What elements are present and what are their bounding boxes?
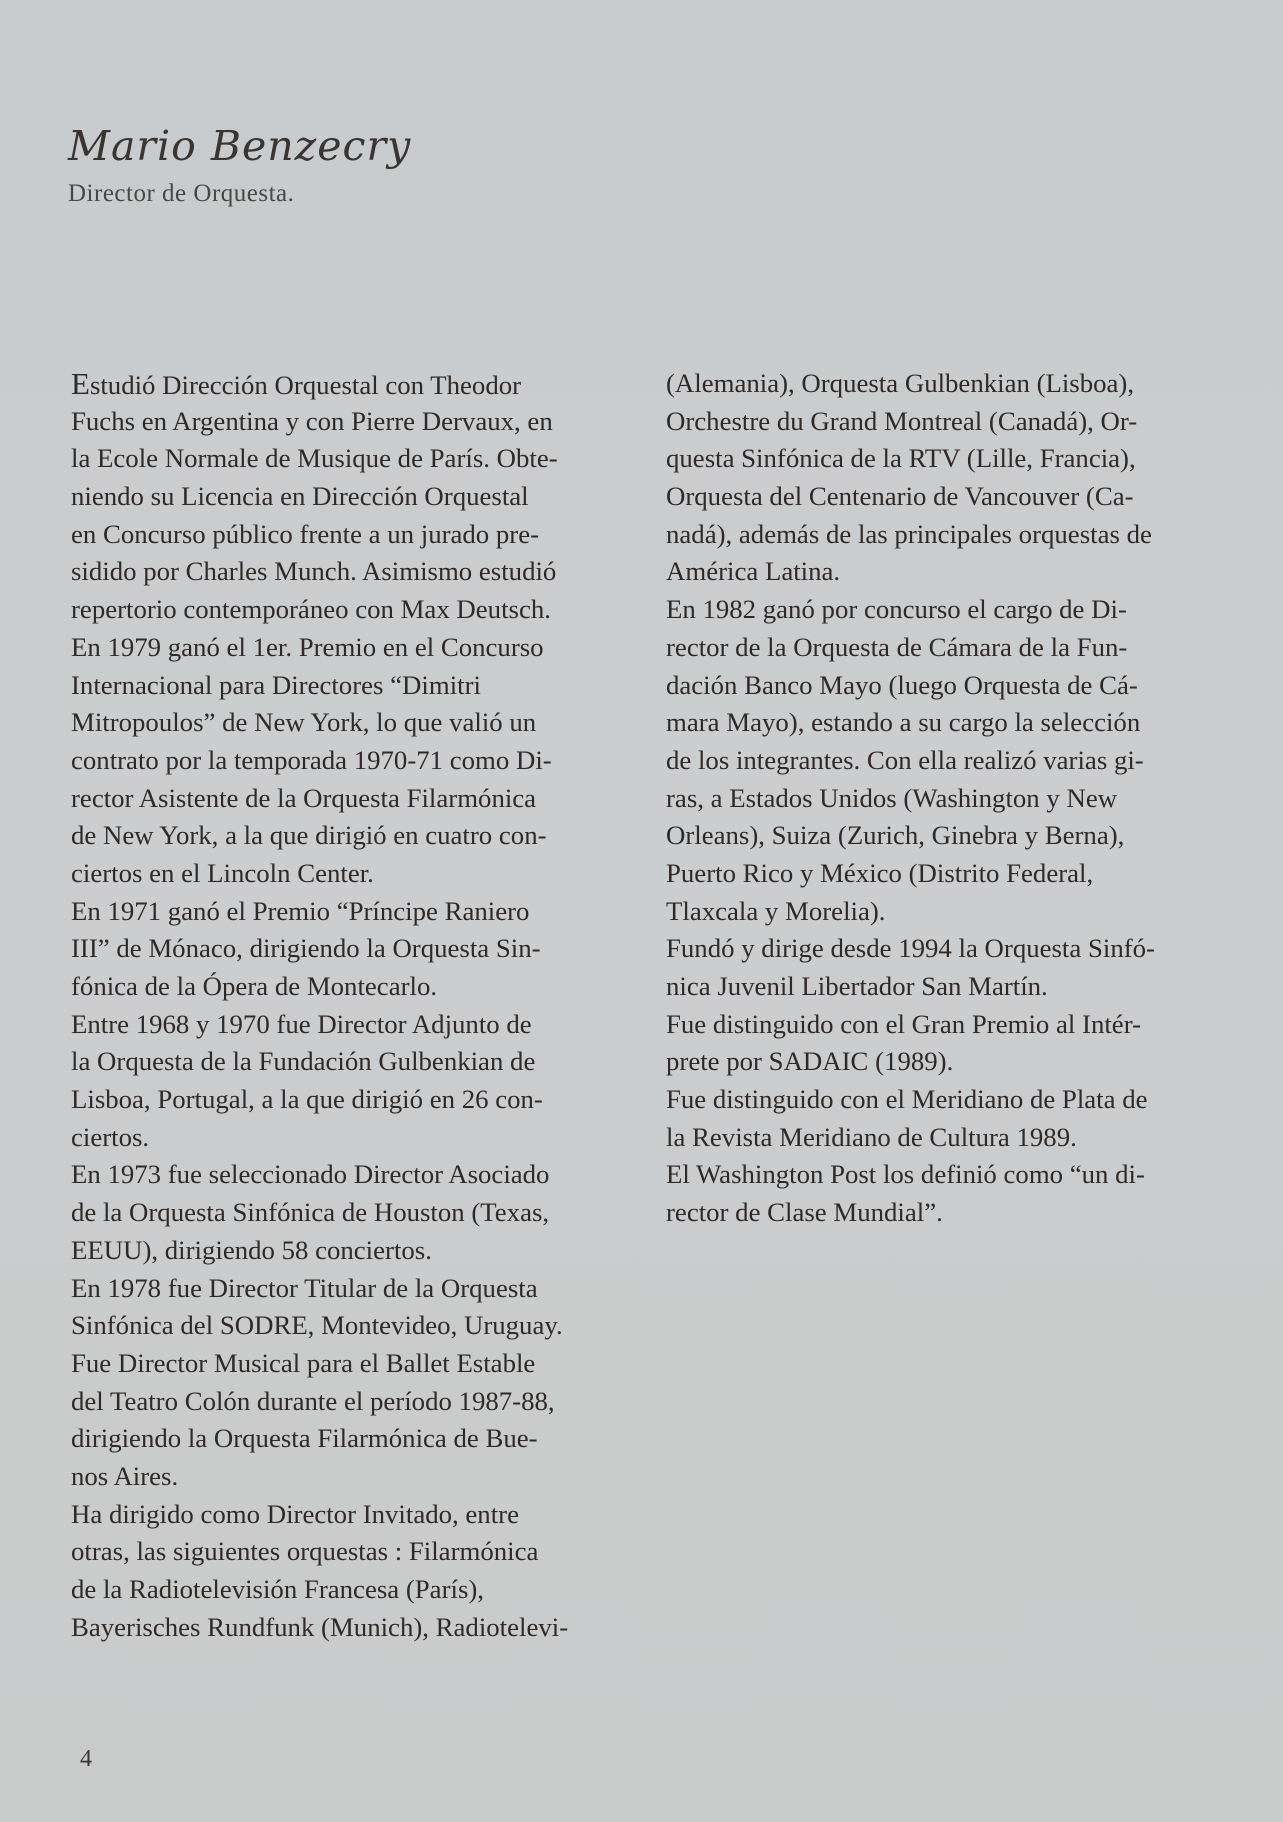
text-line: mara Mayo), estando a su cargo la selección — [666, 707, 1141, 738]
text-line: Fue distinguido con el Meridiano de Plata de — [666, 1084, 1148, 1115]
text-line: Puerto Rico y México (Distrito Federal, — [666, 857, 1094, 888]
text-line: Orquesta del Centenario de Vancouver (Ca- — [666, 481, 1134, 512]
text-line: nica Juvenil Libertador San Martín. — [666, 971, 1048, 1001]
text-line: Mitropoulos” de New York, lo que valió un — [71, 707, 537, 738]
body-column-left — [71, 365, 631, 1646]
text-line: Lisboa, Portugal, a la que dirigió en 26 con- — [71, 1084, 543, 1115]
text-line: de la Orquesta Sinfónica de Houston (Texas, — [71, 1197, 550, 1228]
text-line: Fue Director Musical para el Ballet Estable — [71, 1347, 536, 1378]
text-line — [71, 365, 631, 403]
text-line: En 1971 ganó el Premio “Príncipe Raniero — [71, 895, 530, 926]
text-line: rector de la Orquesta de Cámara de la Fun- — [666, 631, 1128, 662]
text-line: en Concurso público frente a un jurado pre- — [71, 518, 540, 549]
text-line: EEUU), dirigiendo 58 conciertos. — [71, 1234, 432, 1265]
text-line: sidido por Charles Munch. Asimismo estudió — [71, 556, 557, 587]
page-number: 4 — [80, 1746, 92, 1772]
text-line: del Teatro Colón durante el período 1987-88, — [71, 1385, 555, 1416]
text-line: prete por SADAIC (1989). — [666, 1046, 954, 1077]
text-line-rest: studió Dirección Orquestal con Theodor — [89, 370, 522, 400]
text-line: de los integrantes. Con ella realizó varias gi- — [666, 744, 1144, 775]
text-line: nos Aires. — [71, 1460, 179, 1491]
text-line: Ha dirigido como Director Invitado, entre — [71, 1498, 519, 1529]
text-line: Entre 1968 y 1970 fue Director Adjunto de — [71, 1008, 532, 1039]
text-line: repertorio contemporáneo con Max Deutsch. — [71, 594, 551, 625]
text-line: En 1978 fue Director Titular de la Orquesta — [71, 1272, 538, 1303]
body-column-right — [666, 365, 1236, 1232]
text-line: la Orquesta de la Fundación Gulbenkian de — [71, 1046, 536, 1077]
text-line: la Ecole Normale de Musique de París. Obte- — [71, 443, 558, 474]
text-line: la Revista Meridiano de Cultura 1989. — [666, 1121, 1077, 1152]
text-line: El Washington Post los definió como “un di- — [666, 1159, 1145, 1190]
text-line: (Alemania), Orquesta Gulbenkian (Lisboa), — [666, 368, 1135, 398]
text-line: ciertos en el Lincoln Center. — [71, 857, 374, 888]
text-line: América Latina. — [666, 556, 841, 587]
text-line: questa Sinfónica de la RTV (Lille, Francia), — [666, 443, 1136, 474]
text-line: niendo su Licencia en Dirección Orquestal — [71, 481, 529, 512]
text-line: Fue distinguido con el Gran Premio al Intér- — [666, 1008, 1142, 1039]
text-line: ciertos. — [71, 1121, 150, 1152]
text-line: Internacional para Directores “Dimitri — [71, 669, 481, 700]
text-line: Tlaxcala y Morelia). — [666, 895, 886, 926]
drop-initial: E — [71, 366, 90, 401]
text-line: de New York, a la que dirigió en cuatro con- — [71, 820, 547, 851]
text-line: Bayerisches Rundfunk (Munich), Radiotelevi- — [71, 1611, 569, 1642]
text-line: dación Banco Mayo (luego Orquesta de Cá- — [666, 669, 1138, 700]
text-line: rector de Clase Mundial”. — [666, 1197, 943, 1228]
text-line: de la Radiotelevisión Francesa (París), — [71, 1574, 484, 1604]
text-line: Fundó y dirige desde 1994 la Orquesta Sinfó- — [666, 933, 1155, 964]
author-name: Mario Benzecry — [68, 122, 412, 170]
text-line: Fuchs en Argentina y con Pierre Dervaux, en — [71, 405, 553, 436]
text-line: En 1973 fue seleccionado Director Asociado — [71, 1159, 550, 1190]
text-line: III” de Mónaco, dirigiendo la Orquesta Sin- — [71, 933, 541, 964]
text-line: otras, las siguientes orquestas : Filarmónica — [71, 1536, 539, 1567]
author-role: Director de Orquesta. — [68, 180, 295, 207]
text-line: rector Asistente de la Orquesta Filarmónica — [71, 782, 537, 813]
text-line: Orleans), Suiza (Zurich, Ginebra y Berna), — [666, 820, 1125, 851]
text-line: En 1979 ganó el 1er. Premio en el Concurso — [71, 631, 544, 662]
text-line: Orchestre du Grand Montreal (Canadá), Or- — [666, 405, 1138, 436]
text-line: fónica de la Ópera de Montecarlo. — [71, 971, 438, 1001]
text-line: nadá), además de las principales orquestas de — [666, 518, 1152, 549]
text-line: Sinfónica del SODRE, Montevideo, Uruguay. — [71, 1310, 563, 1341]
text-line: ras, a Estados Unidos (Washington y New — [666, 782, 1118, 813]
text-line: contrato por la temporada 1970-71 como Di- — [71, 744, 552, 775]
text-line: dirigiendo la Orquesta Filarmónica de Bue- — [71, 1423, 538, 1454]
header — [68, 118, 411, 208]
text-line: En 1982 ganó por concurso el cargo de Di- — [666, 594, 1127, 625]
